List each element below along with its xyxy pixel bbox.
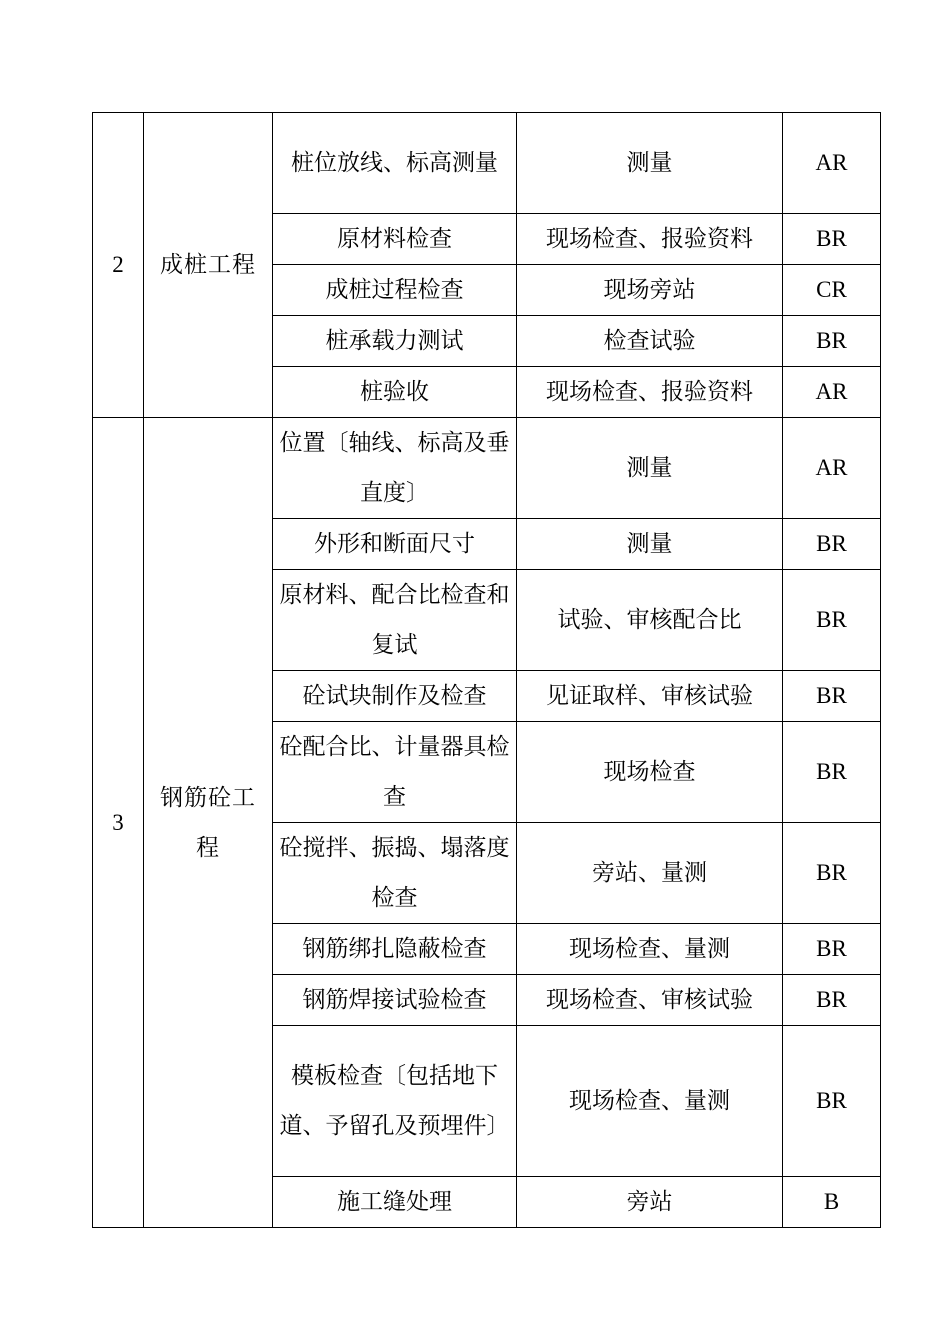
inspection-grade: BR	[783, 570, 881, 671]
inspection-item: 砼试块制作及检查	[273, 671, 517, 722]
inspection-grade: BR	[783, 519, 881, 570]
inspection-grade: BR	[783, 214, 881, 265]
inspection-item: 模板检查〔包括地下道、予留孔及预埋件〕	[273, 1026, 517, 1177]
group-number: 3	[93, 418, 144, 1228]
inspection-item: 原材料检查	[273, 214, 517, 265]
inspection-item: 原材料、配合比检查和复试	[273, 570, 517, 671]
inspection-item: 砼配合比、计量器具检查	[273, 722, 517, 823]
inspection-method: 测量	[517, 113, 783, 214]
inspection-method: 测量	[517, 418, 783, 519]
inspection-item: 位置〔轴线、标高及垂直度〕	[273, 418, 517, 519]
inspection-grade: BR	[783, 671, 881, 722]
inspection-method: 现场检查、量测	[517, 1026, 783, 1177]
inspection-method: 现场检查、报验资料	[517, 367, 783, 418]
inspection-item: 桩承载力测试	[273, 316, 517, 367]
inspection-method: 见证取样、审核试验	[517, 671, 783, 722]
inspection-grade: AR	[783, 418, 881, 519]
inspection-item: 成桩过程检查	[273, 265, 517, 316]
inspection-item: 钢筋焊接试验检查	[273, 975, 517, 1026]
inspection-grade: BR	[783, 316, 881, 367]
group-category: 钢筋砼工程	[144, 418, 273, 1228]
inspection-grade: BR	[783, 823, 881, 924]
inspection-method: 现场检查	[517, 722, 783, 823]
inspection-method: 旁站、量测	[517, 823, 783, 924]
inspection-grade: CR	[783, 265, 881, 316]
inspection-grade: B	[783, 1177, 881, 1228]
inspection-table	[92, 112, 881, 1228]
inspection-item: 桩验收	[273, 367, 517, 418]
inspection-item: 桩位放线、标高测量	[273, 113, 517, 214]
inspection-method: 现场检查、报验资料	[517, 214, 783, 265]
inspection-grade: BR	[783, 722, 881, 823]
inspection-grade: BR	[783, 1026, 881, 1177]
inspection-method: 现场检查、审核试验	[517, 975, 783, 1026]
inspection-grade: AR	[783, 367, 881, 418]
inspection-method: 旁站	[517, 1177, 783, 1228]
inspection-grade: AR	[783, 113, 881, 214]
inspection-item: 施工缝处理	[273, 1177, 517, 1228]
inspection-method: 检查试验	[517, 316, 783, 367]
table-row	[93, 113, 881, 214]
inspection-item: 砼搅拌、振捣、塌落度检查	[273, 823, 517, 924]
inspection-method: 试验、审核配合比	[517, 570, 783, 671]
group-category: 成桩工程	[144, 113, 273, 418]
inspection-item: 钢筋绑扎隐蔽检查	[273, 924, 517, 975]
inspection-grade: BR	[783, 924, 881, 975]
table-row	[93, 418, 881, 519]
inspection-method: 测量	[517, 519, 783, 570]
inspection-method: 现场检查、量测	[517, 924, 783, 975]
inspection-item: 外形和断面尺寸	[273, 519, 517, 570]
group-number: 2	[93, 113, 144, 418]
inspection-method: 现场旁站	[517, 265, 783, 316]
inspection-grade: BR	[783, 975, 881, 1026]
